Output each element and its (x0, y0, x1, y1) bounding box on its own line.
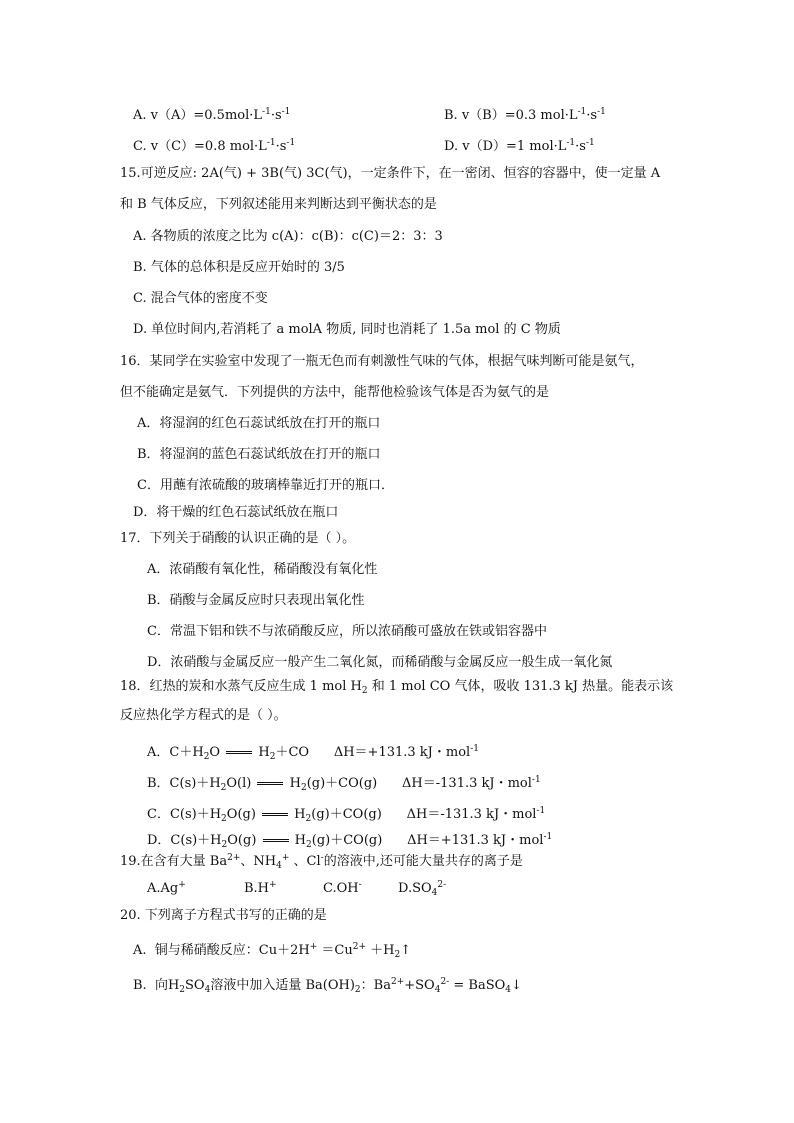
q17-stem: 17．下列关于硝酸的认识正确的是（ ）。 (120, 531, 356, 546)
q15-option-d: D. 单位时间内,若消耗了 a molA 物质, 同时也消耗了 1.5a mol 的 C 物质 (133, 322, 561, 337)
q16-option-b: B．将湿润的蓝色石蕊试纸放在打开的瓶口 (137, 447, 381, 462)
q18-option-b: B．$C(s)+H_2O(l)$ $H_2(g)+CO(g)$ ΔH＝-131.3 kJ・mol$^{-1}$ (147, 775, 541, 793)
q18-stem-line1: 18．红热的炭和水蒸气反应生成 1 mol $H_2$ 和 1 mol CO 气体，吸收 131.3 kJ 热量。能表示该 (120, 679, 674, 696)
q18-stem-line2: 反应热化学方程式的是（ ）。 (120, 708, 287, 723)
q18-option-a: A．$C+H_2O$ $H_2+CO$ ΔH＝+131.3 kJ・mol$^{-1}$ (147, 744, 479, 762)
q16-option-c: C．用蘸有浓硫酸的玻璃棒靠近打开的瓶口． (137, 478, 394, 493)
q16-option-d: D．将干燥的红色石蕊试纸放在瓶口 (133, 505, 339, 520)
q20-option-b: B. 向$H_2SO_4$溶液中加入适量 $Ba(OH)_2$：$Ba^{2+}+SO_4^{2-}$ = BaSO$_4$↓ (133, 977, 522, 995)
q17-option-b: B．硝酸与金属反应时只表现出氧化性 (147, 593, 365, 608)
q18-option-d: D．$C(s)+H_2O(g)$ $H_2(g)+CO(g)$ ΔH＝+131.3 kJ・mol$^{-1}$ (147, 832, 553, 850)
q20-stem: 20. 下列离子方程式书写的正确的是 (120, 908, 327, 923)
q19-option-c: C.OH- (323, 880, 362, 896)
q15-stem-line1: 15.可逆反应: 2A(气) + 3B(气) 3C(气)，一定条件下，在一密闭、恒容的容器中，使一定量 A (120, 166, 661, 181)
q15-option-b: B. 气体的总体积是反应开始时的 3/5 (133, 260, 345, 275)
q19-option-d: $D.SO_4^{2-}$ (398, 880, 447, 898)
q14-option-a: A. $v(A)=0.5mol\cdot L^{-1}\cdot s^{-1}$ (133, 107, 291, 123)
q18-option-c: C．$C(s)+H_2O(g)$ $H_2(g)+CO(g)$ ΔH＝-131.3 kJ・mol$^{-1}$ (147, 806, 546, 824)
q15-stem-line2: 和 B 气体反应，下列叙述能用来判断达到平衡状态的是 (120, 197, 437, 212)
q14-option-b: B. v（B）=0.3 $mol\cdot L^{-1}\cdot s^{-1}$ (444, 107, 606, 123)
q17-option-a: A．浓硝酸有氧化性，稀硝酸没有氧化性 (147, 562, 378, 577)
q19-option-b: B.H+ (244, 880, 277, 896)
q14-option-d: D. v（D）=1 $mol\cdot L^{-1}\cdot s^{-1}$ (444, 138, 595, 154)
q16-stem-line2: 但不能确定是氨气．下列提供的方法中，能帮他检验该气体是否为氨气的是 (120, 385, 550, 400)
q17-option-c: C．常温下铝和铁不与浓硝酸反应，所以浓硝酸可盛放在铁或铝容器中 (147, 624, 547, 639)
q20-option-a: A. 铜与稀硝酸反应：$Cu+2H^+ =Cu^{2+}$ $+H_2↑$ (133, 942, 412, 960)
q14-option-c: C. v（C）=0.8 $mol\cdot L^{-1}\cdot s^{-1}$ (133, 138, 296, 154)
q15-option-a: A. 各物质的浓度之比为 c(A)：c(B)：c(C)＝2：3：3 (133, 229, 443, 244)
q17-option-d: D．浓硝酸与金属反应一般产生二氧化氮，而稀硝酸与金属反应一般生成一氧化氮 (147, 655, 613, 670)
q16-stem-line1: 16．某同学在实验室中发现了一瓶无色而有刺激性气味的气体，根据气味判断可能是氨气， (120, 354, 644, 369)
q16-option-a: A．将湿润的红色石蕊试纸放在打开的瓶口 (137, 416, 381, 431)
q19-option-a: A.Ag+ (147, 880, 186, 896)
q15-option-c: C. 混合气体的密度不变 (133, 291, 268, 306)
q19-stem: 19.在含有大量 $Ba^{2+}$、$NH_4^+$ 、Cl-的溶液中,还可能大量共存的离子是 (120, 853, 523, 871)
